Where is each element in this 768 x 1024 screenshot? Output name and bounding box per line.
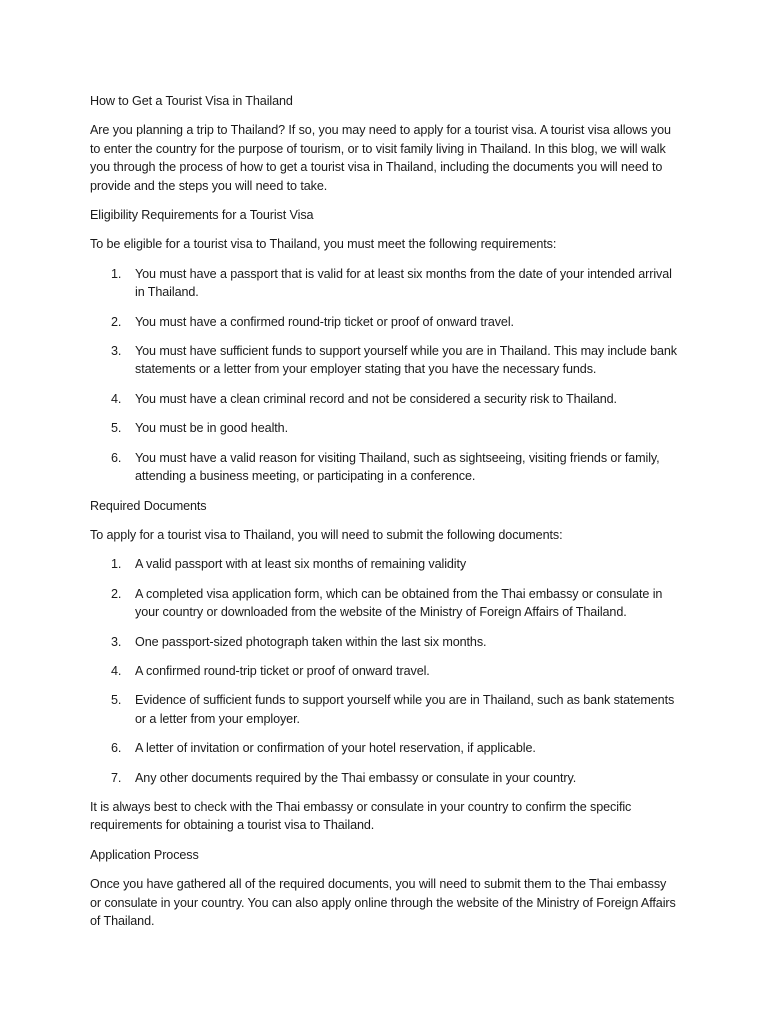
list-item [90,633,680,651]
list-text: You must have a clean criminal record and not be considered a security risk to Thailand. [135,391,617,406]
list-text: A completed visa application form, which can be obtained from the Thai embassy or consulate in your country or downloaded from the website of the Ministry of Foreign Affairs of Thailand. [135,586,663,620]
list-item [90,769,680,787]
list-number: 2. [111,586,122,601]
list-item [90,449,680,486]
list-text: A confirmed round-trip ticket or proof of onward travel. [135,663,430,678]
list-number: 4. [111,663,122,678]
list-item [90,390,680,408]
list-number: 3. [111,634,122,649]
list-item [90,555,680,573]
list-number: 4. [111,391,122,406]
list-text: Evidence of sufficient funds to support yourself while you are in Thailand, such as bank statements or a letter from your employer. [135,693,675,726]
documents-lead: To apply for a tourist visa to Thailand, you will need to submit the following documents: [90,527,563,542]
list-item [90,739,680,757]
list-number: 3. [111,344,122,359]
list-item [90,342,680,379]
list-text: A valid passport with at least six months of remaining validity [135,557,467,572]
list-number: 5. [111,421,122,436]
document-page [90,92,680,941]
intro-paragraph: Are you planning a trip to Thailand? If so, you may need to apply for a tourist visa. A tourist visa allows you to enter the country for the purpose of tourism, or to visit family living in Thailand. In this blog, we will walk you through the process of how to get a tourist visa in Thailand, including the documents you will need to provide and the steps you will need to take. [90,123,671,193]
list-number: 7. [111,770,122,785]
application-heading: Application Process [90,847,199,862]
list-text: You must have sufficient funds to support yourself while you are in Thailand. This may include bank statements or a letter from your employer stating that you have the necessary funds. [135,344,677,377]
documents-list [90,555,680,787]
list-text: You must be in good health. [135,421,288,436]
list-item [90,585,680,622]
list-text: You must have a confirmed round-trip ticket or proof of onward travel. [135,314,514,329]
list-text: Any other documents required by the Thai embassy or consulate in your country. [135,770,577,785]
list-text: One passport-sized photograph taken within the last six months. [135,634,487,649]
application-paragraph: Once you have gathered all of the required documents, you will need to submit them to the Thai embassy or consulate in your country. You can also apply online through the website of the Ministry of Foreign Affairs of Thailand. [90,877,676,928]
list-item [90,691,680,728]
list-text: You must have a passport that is valid for at least six months from the date of your intended arrival in Thailand. [135,266,672,300]
list-text: You must have a valid reason for visiting Thailand, such as sightseeing, visiting friends or family, attending a business meeting, or participating in a conference. [135,450,660,484]
list-number: 1. [111,557,122,572]
list-number: 1. [111,266,122,281]
list-item [90,662,680,680]
list-item [90,265,680,302]
eligibility-list [90,265,680,486]
documents-heading: Required Documents [90,498,207,513]
list-text: A letter of invitation or confirmation of your hotel reservation, if applicable. [135,741,536,756]
list-number: 5. [111,693,122,708]
list-item [90,313,680,331]
page-title: How to Get a Tourist Visa in Thailand [90,94,293,108]
list-number: 6. [111,741,122,756]
eligibility-lead: To be eligible for a tourist visa to Thailand, you must meet the following requirements: [90,237,557,252]
eligibility-heading: Eligibility Requirements for a Tourist Visa [90,208,314,223]
list-number: 2. [111,314,122,329]
list-number: 6. [111,450,122,465]
list-item [90,419,680,437]
documents-note: It is always best to check with the Thai embassy or consulate in your country to confirm the specific requirements for obtaining a tourist visa to Thailand. [90,799,632,833]
